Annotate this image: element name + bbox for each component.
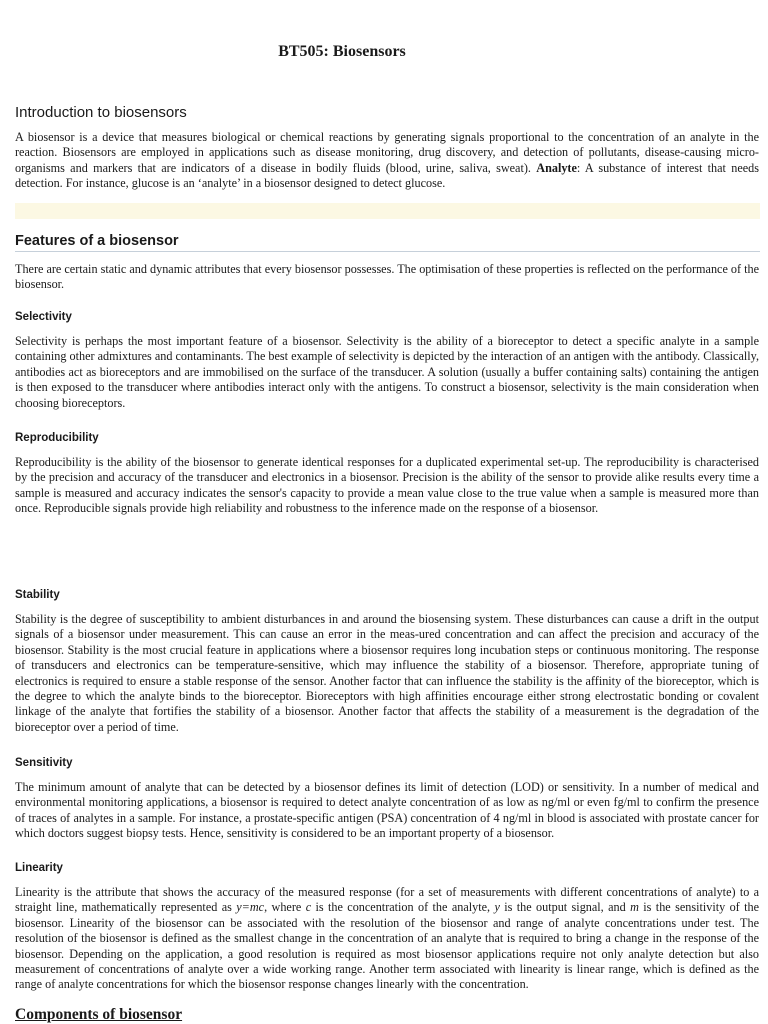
- linearity-text-a: Linearity is the attribute that shows the accuracy of the measured response (for a set of measurements with different concentrations of analyte) to a straight line, mathematically represented as: [15, 885, 759, 915]
- selectivity-heading: Selectivity: [15, 311, 72, 323]
- linearity-text-d: is the output signal, and: [499, 900, 631, 915]
- linearity-var-c: c: [305, 900, 312, 915]
- linearity-var-m: m: [630, 900, 639, 915]
- reproducibility-heading: Reproducibility: [15, 432, 99, 444]
- selectivity-paragraph: Selectivity is perhaps the most important feature of a biosensor. Selectivity is the ability of a bioreceptor to detect a specific analyte in a sample containing other admixtures and contaminants. The best example of selectivity is depicted by the interaction of an antigen with the antibody. Classically, antibodies act as bioreceptors and are immobilised on the surface of the transducer. A solution (usually a buffer containing salts) containing the antigen is then exposed to the transducer where antibodies interact only with the antigens. To construct a biosensor, selectivity is the main consideration when choosing bioreceptors.: [15, 334, 759, 410]
- analyte-definition: : A substance of interest that needs detection. For instance, glucose is an ‘analyte’ in a biosensor designed to detect glucose.: [15, 160, 759, 191]
- intro-heading: Introduction to biosensors: [15, 104, 187, 121]
- intro-text: A biosensor is a device that measures biological or chemical reactions by generating signals proportional to the concentration of an analyte in the reaction. Biosensors are employed in applications such as disease monitoring, drug discovery, and detection of pollutants, disease-causing micro-organisms and markers that are indicators of a disease in bodily fluids (blood, urine, saliva, sweat).: [15, 130, 759, 175]
- document-title: BT505: Biosensors: [278, 43, 406, 60]
- linearity-text-c: is the concentration of the analyte,: [311, 900, 495, 915]
- linearity-heading: Linearity: [15, 862, 63, 874]
- sensitivity-paragraph: The minimum amount of analyte that can be detected by a biosensor defines its limit of detection (LOD) or sensitivity. In a number of medical and environmental monitoring applications, a biosensor is required to detect analyte concentration of as low as ng/ml or even fg/ml to confirm the presence of traces of analytes in a sample. For instance, a prostate-specific antigen (PSA) concentration of 4 ng/ml in blood is associated with prostate cancer for which doctors suggest biopsy tests. Hence, sensitivity is considered to be an important property of a biosensor.: [15, 780, 759, 841]
- linearity-text-b: , where: [264, 900, 306, 915]
- features-heading: Features of a biosensor: [15, 233, 760, 252]
- stability-heading: Stability: [15, 589, 60, 601]
- reproducibility-paragraph: Reproducibility is the ability of the biosensor to generate identical responses for a duplicated experimental set-up. The reproducibility is characterised by the precision and accuracy of the transducer and electronics in a biosensor. Precision is the ability of the sensor to provide alike results every time a sample is measured and accuracy indicates the sensor's capacity to provide a mean value close to the true value when a sample is measured more than once. Reproducible signals provide high reliability and robustness to the inference made on the response of a biosensor.: [15, 455, 759, 516]
- stability-paragraph: Stability is the degree of susceptibility to ambient disturbances in and around the biosensing system. These disturbances can cause a drift in the output signals of a biosensor under measurement. This can cause an error in the meas-ured concentration and can affect the precision and accuracy of the biosensor. Stability is the most crucial feature in applications where a biosensor requires long incubation steps or continuous monitoring. The response of transducers and electronics can be temperature-sensitive, which may influence the stability of a biosensor. Therefore, appropriate tuning of electronics is required to ensure a stable response of the sensor. Another factor that can influence the stability is the affinity of the bioreceptor, which is the degree to which the analyte binds to the bioreceptor. Bioreceptors with high affinities encourage either strong electrostatic bonding or covalent linkage of the analyte that fortifies the stability of a biosensor. Another factor that affects the stability of a measurement is the degradation of the bioreceptor over a period of time.: [15, 612, 759, 734]
- sensitivity-heading: Sensitivity: [15, 757, 73, 769]
- linearity-paragraph: [15, 885, 759, 993]
- features-paragraph: There are certain static and dynamic attributes that every biosensor possesses. The optimisation of these properties is reflected on the performance of the biosensor.: [15, 262, 759, 292]
- intro-paragraph: [15, 130, 759, 192]
- linearity-var-y: y: [494, 900, 500, 915]
- components-heading: Components of biosensor: [15, 1006, 183, 1023]
- highlight-band: [15, 203, 760, 219]
- linearity-text-e: is the sensitivity of the biosensor. Linearity of the biosensor can be associated with the resolution of the biosensor and range of analyte concentrations under test. The resolution of the biosensor is defined as the smallest change in the concentration of an analyte that is required to bring a change in the response of the biosensor. Depending on the application, a good resolution is required as most biosensor applications require not only analyte detection but also measurement of concentrations of analyte over a wide working range. Another term associated with linearity is linear range, which is defined as the range of analyte concentrations for which the biosensor response changes linearly with the concentration.: [15, 900, 759, 992]
- linearity-formula: y=mc: [236, 900, 265, 915]
- analyte-term: Analyte: [536, 160, 577, 175]
